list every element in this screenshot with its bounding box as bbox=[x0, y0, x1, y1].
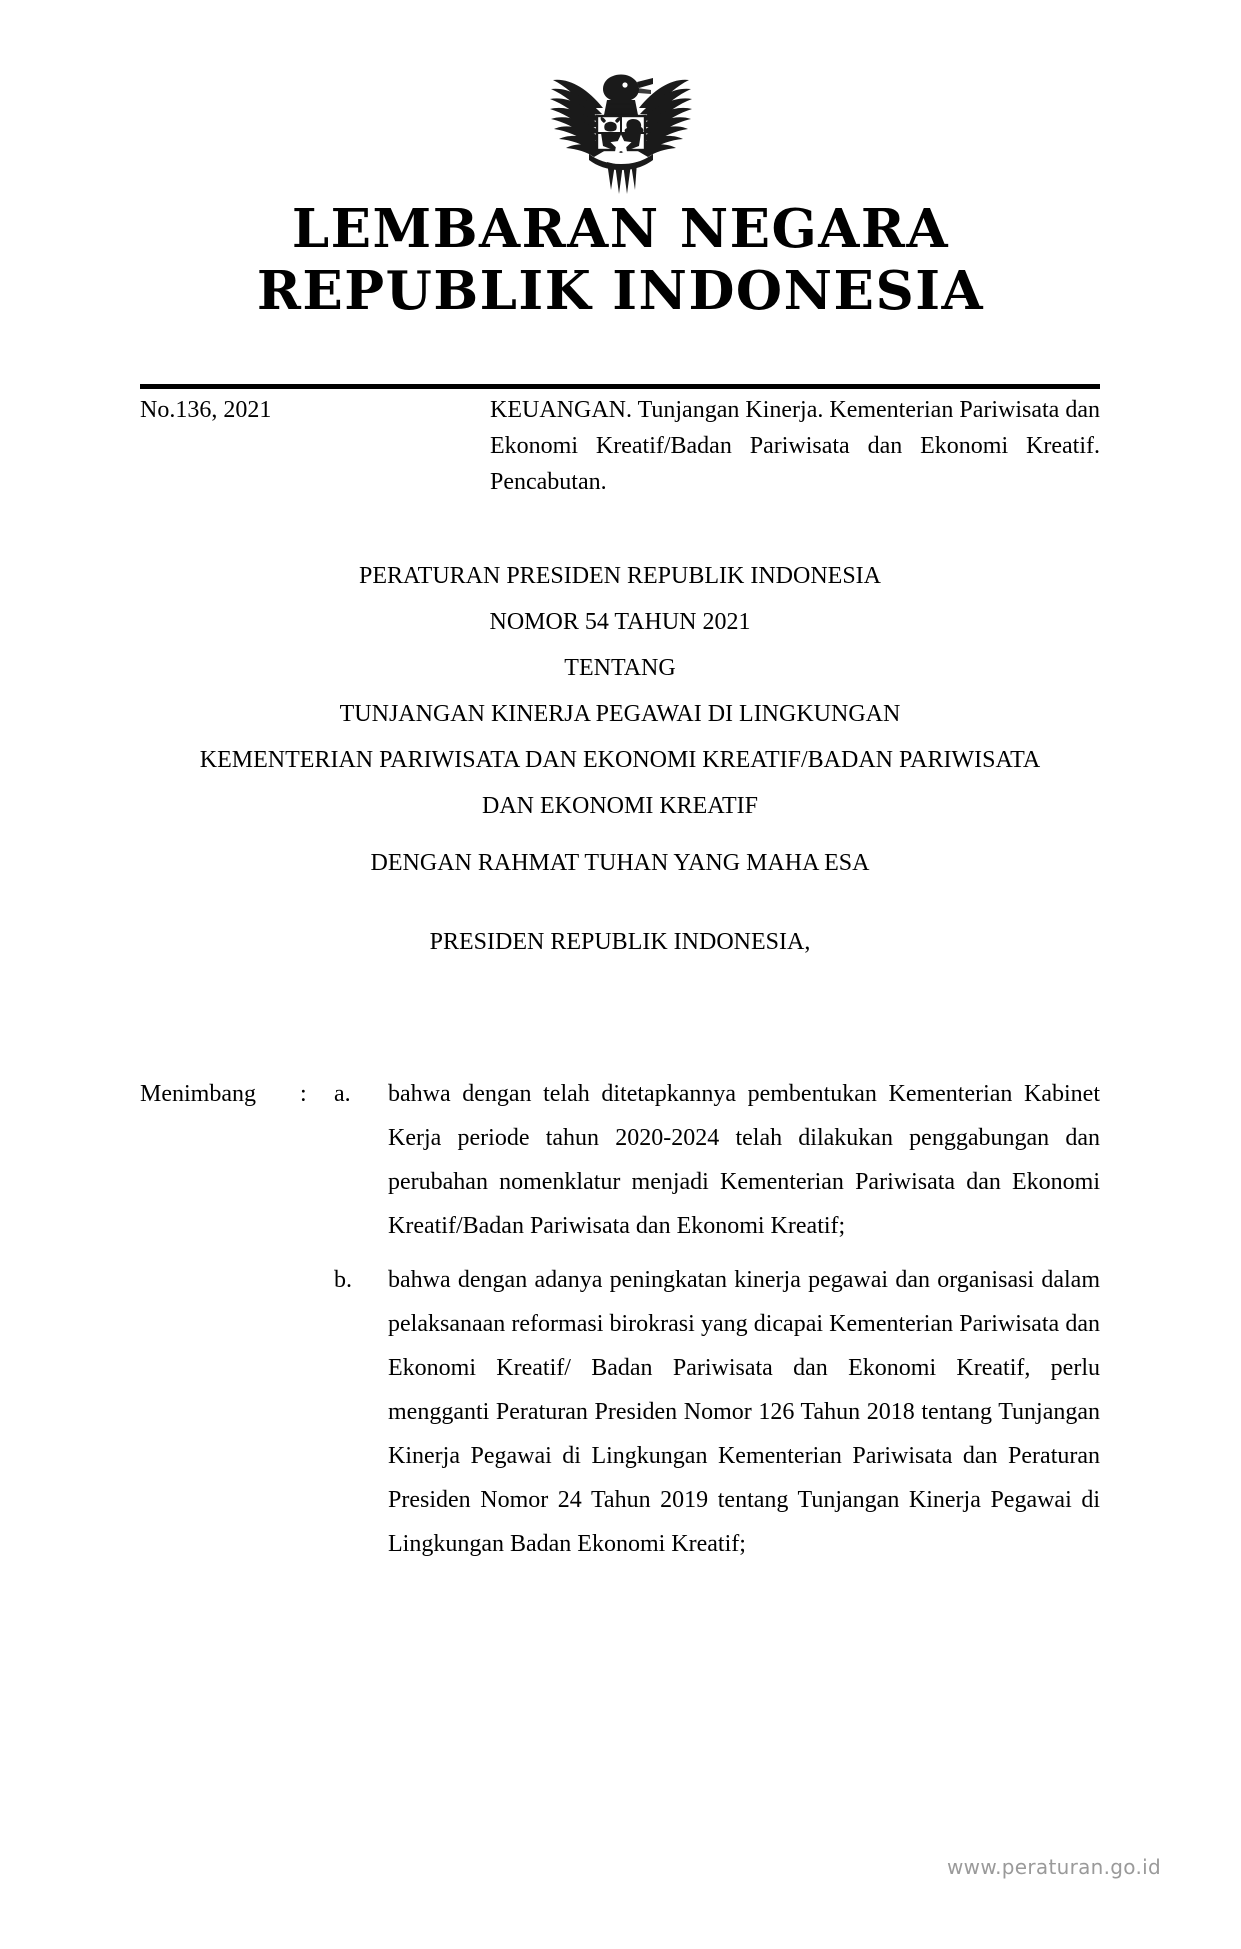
considering-marker-b: b. bbox=[334, 1267, 352, 1293]
considering-section bbox=[140, 1072, 1100, 1566]
garuda-pancasila-emblem bbox=[541, 54, 701, 202]
considering-colon: : bbox=[300, 1081, 307, 1107]
footer-watermark: www.peraturan.go.id bbox=[947, 1855, 1161, 1879]
considering-item-a bbox=[140, 1072, 1100, 1248]
authority-line: PRESIDEN REPUBLIK INDONESIA, bbox=[429, 929, 811, 955]
considering-text-a: bahwa dengan telah ditetapkannya pembentukan Kementerian Kabinet Kerja periode tahun 2020-2024 telah dilakukan penggabungan dan perubahan nomenklatur menjadi Kementerian Pariwisata dan Ekonomi Kreatif/Badan Pariwisata dan Ekonomi Kreatif; bbox=[388, 1081, 1100, 1239]
title-line-2: NOMOR 54 TAHUN 2021 bbox=[489, 609, 751, 635]
masthead-line-2: REPUBLIK INDONESIA bbox=[256, 260, 985, 322]
gazette-subject: KEUANGAN. Tunjangan Kinerja. Kementerian Pariwisata dan Ekonomi Kreatif/Badan Pariwisata dan Ekonomi Kreatif. Pencabutan. bbox=[490, 397, 1100, 495]
title-line-5: KEMENTERIAN PARIWISATA DAN EKONOMI KREATIF/BADAN PARIWISATA bbox=[199, 747, 1041, 773]
title-line-4: TUNJANGAN KINERJA PEGAWAI DI LINGKUNGAN bbox=[339, 701, 901, 727]
considering-marker-a: a. bbox=[334, 1081, 351, 1107]
title-line-6: DAN EKONOMI KREATIF bbox=[482, 793, 758, 819]
document-meta bbox=[140, 392, 1100, 500]
gazette-number: No.136, 2021 bbox=[140, 397, 272, 423]
considering-label: Menimbang bbox=[140, 1081, 256, 1107]
considering-item-b bbox=[140, 1258, 1100, 1566]
blessing-line: DENGAN RAHMAT TUHAN YANG MAHA ESA bbox=[370, 850, 870, 876]
header-divider bbox=[140, 384, 1100, 389]
considering-text-b: bahwa dengan adanya peningkatan kinerja pegawai dan organisasi dalam pelaksanaan reformasi birokrasi yang dicapai Kementerian Pariwisata dan Ekonomi Kreatif/ Badan Pariwisata dan Ekonomi Kreatif, perlu mengganti Peraturan Presiden Nomor 126 Tahun 2018 tentang Tunjangan Kinerja Pegawai di Lingkungan Kementerian Pariwisata dan Peraturan Presiden Nomor 24 Tahun 2019 tentang Tunjangan Kinerja Pegawai di Lingkungan Badan Ekonomi Kreatif; bbox=[388, 1267, 1100, 1557]
regulation-title-block bbox=[70, 553, 1170, 829]
masthead-line-1: LEMBARAN NEGARA bbox=[291, 198, 950, 260]
masthead bbox=[0, 198, 1241, 322]
emblem-container bbox=[0, 54, 1241, 207]
title-line-1: PERATURAN PRESIDEN REPUBLIK INDONESIA bbox=[358, 563, 882, 589]
title-line-3: TENTANG bbox=[564, 655, 676, 681]
